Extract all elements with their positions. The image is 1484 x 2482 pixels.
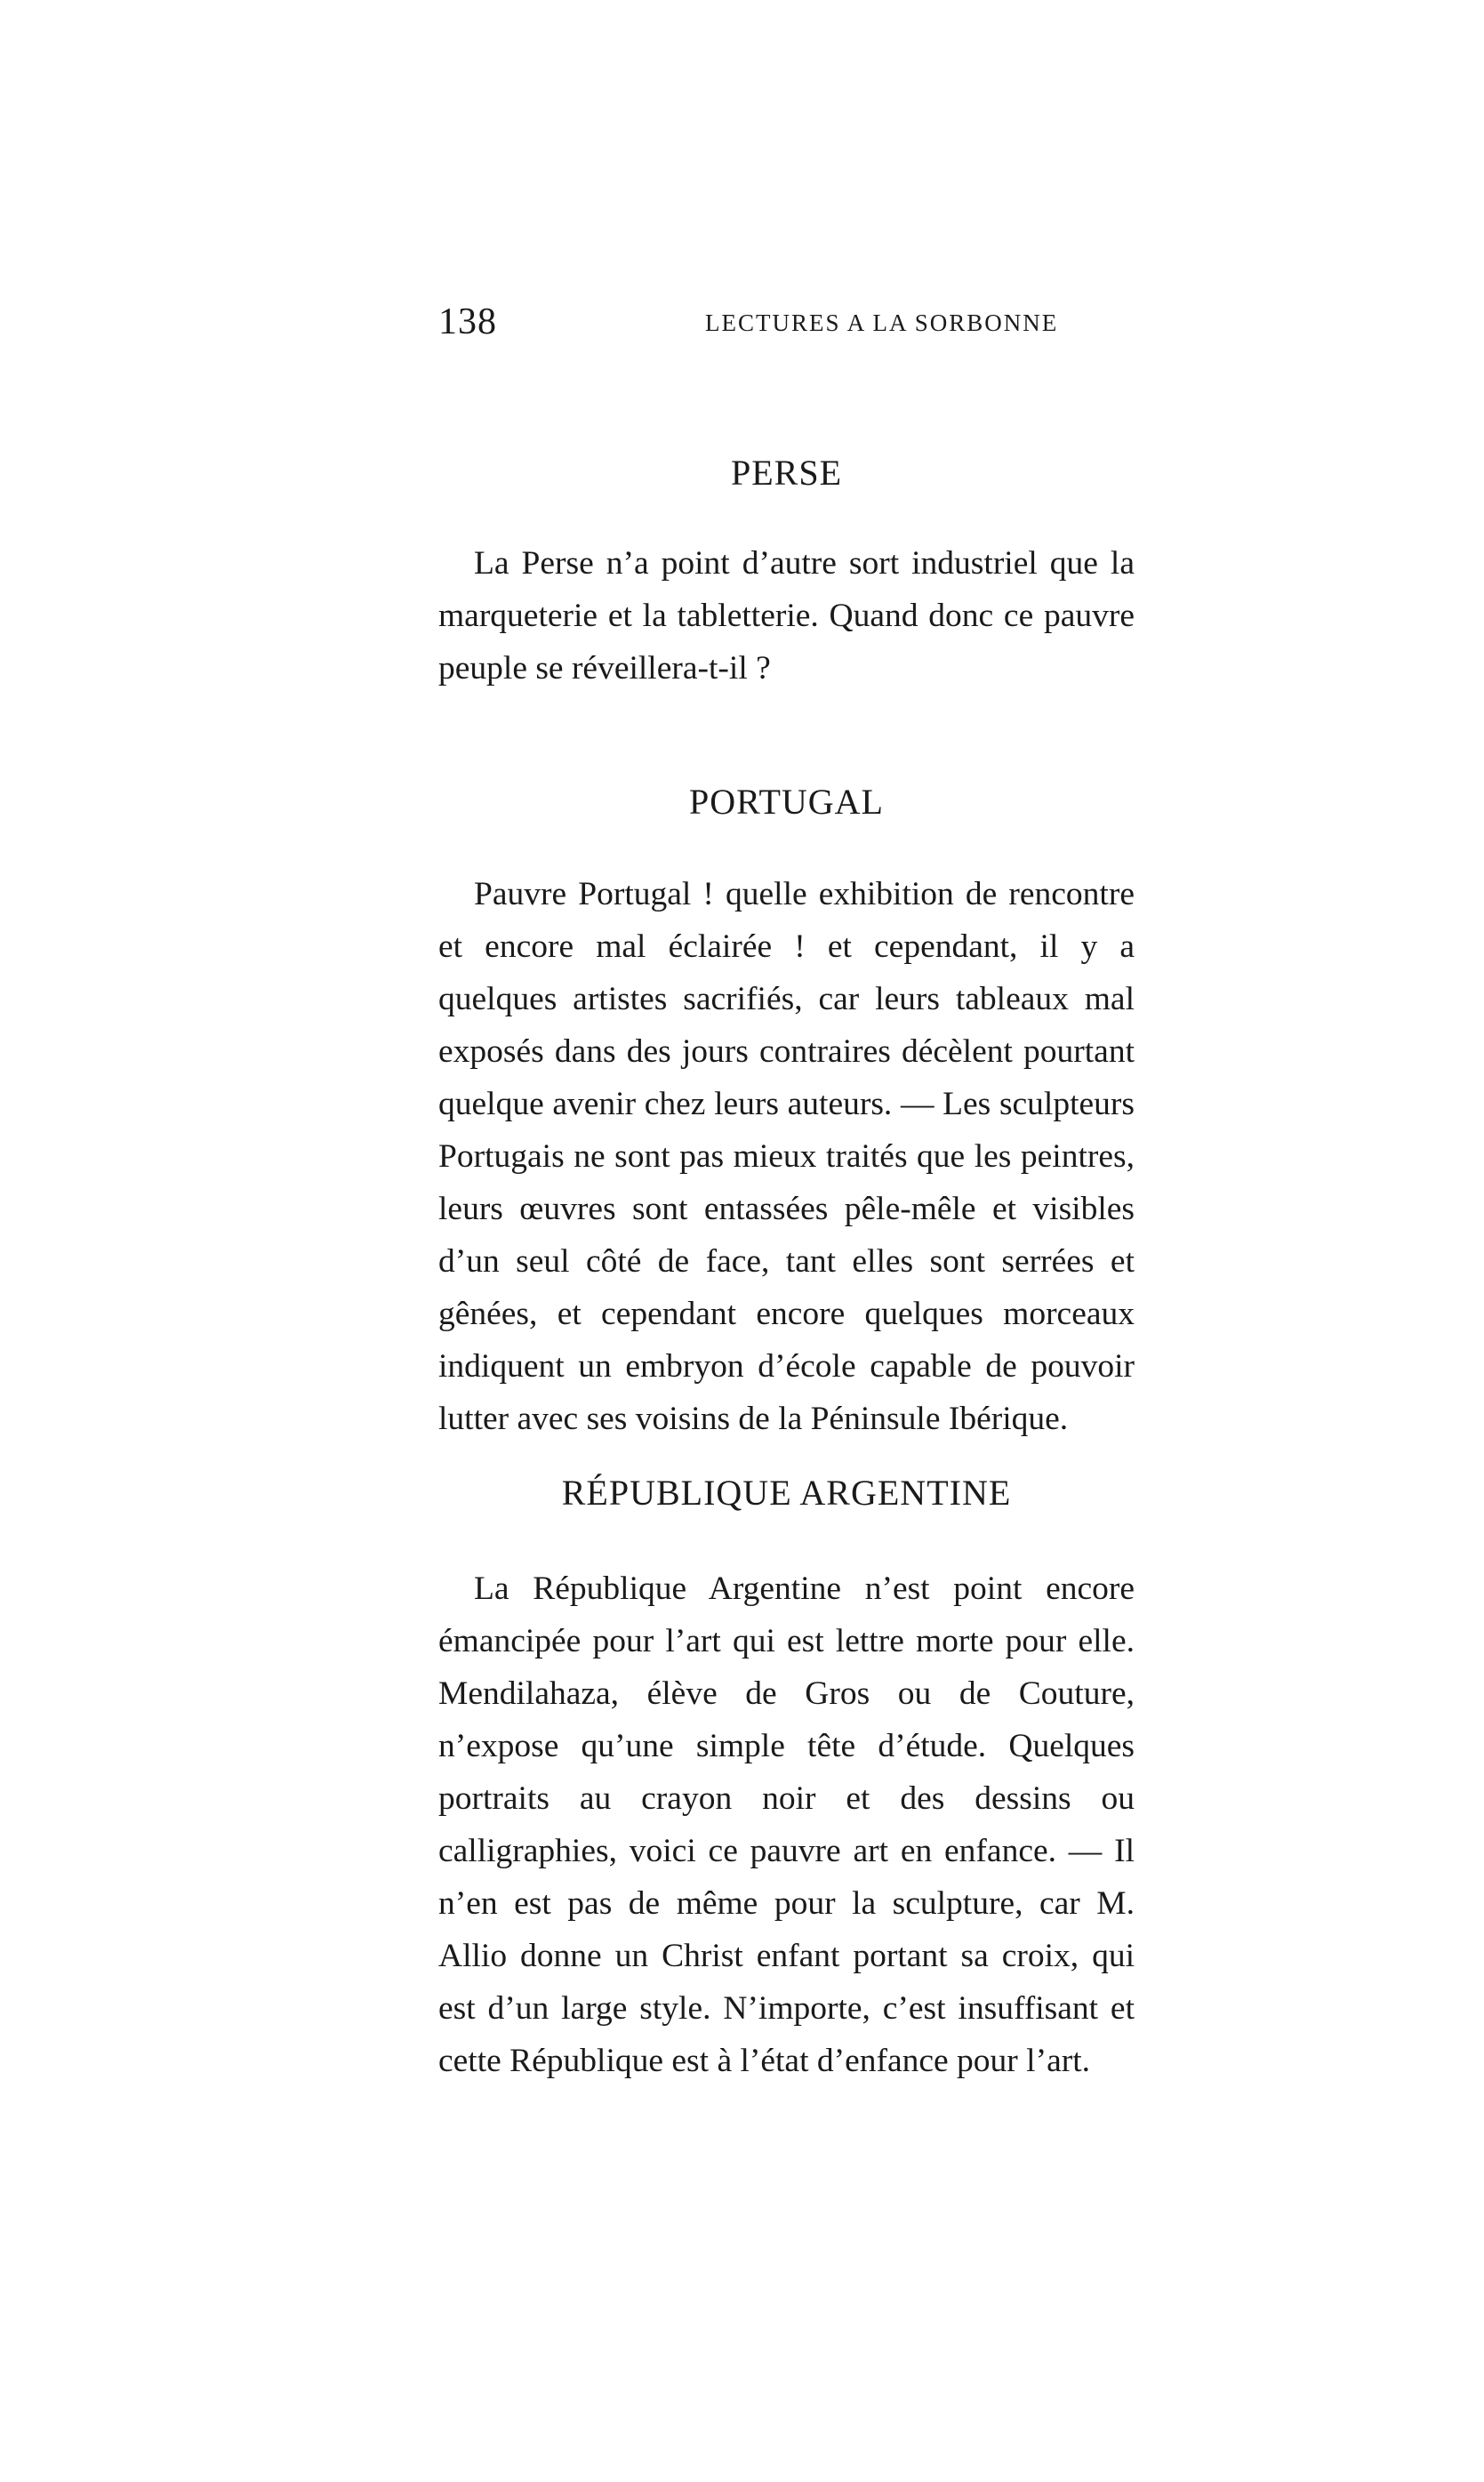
section-paragraph-republique-argentine: La République Argentine n’est point encore émancipée pour l’art qui est lettre morte pour elle. Mendilahaza, élève de Gros ou de Couture, n’expose qu’une simple tête d’étude. Quelques portraits au crayon noir et des dessins ou calligraphies, voici ce pauvre art en enfance. — Il n’en est pas de même pour la sculpture, car M. Allio donne un Christ enfant portant sa croix, qui est d’un large style. N’importe, c’est insuffisant et cette République est à l’état d’enfance pour l’art. bbox=[438, 1570, 1135, 2079]
running-head bbox=[438, 301, 1135, 354]
page-number: 138 bbox=[438, 301, 497, 342]
section-heading-republique-argentine: RÉPUBLIQUE ARGENTINE bbox=[561, 1473, 1012, 1513]
section-heading-portugal: PORTUGAL bbox=[689, 782, 884, 822]
running-title: LECTURES A LA SORBONNE bbox=[705, 309, 1059, 336]
section-heading-perse: PERSE bbox=[730, 453, 843, 493]
section-paragraph-portugal: Pauvre Portugal ! quelle exhibition de rencontre et encore mal éclairée ! et cependant, il y a quelques artistes sacrifiés, car leurs tableaux mal exposés dans des jours contraires décèlent pourtant quelque avenir chez leurs auteurs. — Les sculpteurs Portugais ne sont pas mieux traités que les peintres, leurs œuvres sont entassées pêle-mêle et visibles d’un seul côté de face, tant elles sont serrées et gênées, et cependant encore quelques morceaux indiquent un embryon d’école capable de pouvoir lutter avec ses voisins de la Péninsule Ibérique. bbox=[438, 876, 1135, 1437]
section-paragraph-perse: La Perse n’a point d’autre sort industriel que la marqueterie et la tabletterie. Quand donc ce pauvre peuple se réveillera-t-il ? bbox=[438, 545, 1135, 687]
